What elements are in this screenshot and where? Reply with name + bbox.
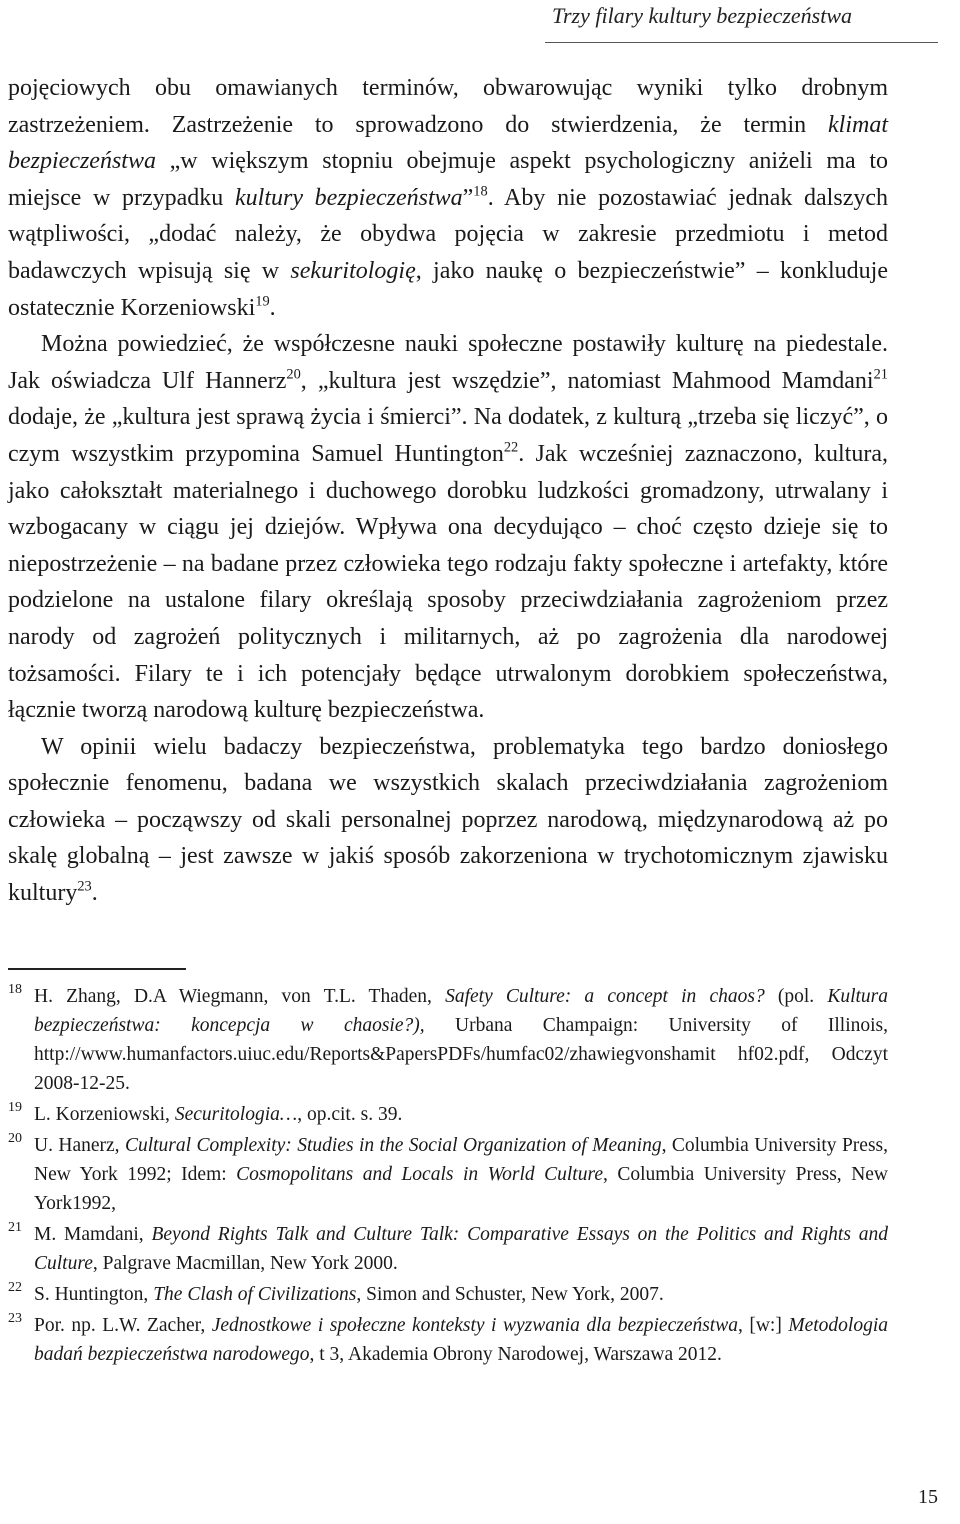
italic-title: Metodologia badań bezpieczeństwa narodowego — [34, 1315, 888, 1365]
footnote-ref: 18 — [473, 183, 488, 200]
page-header — [0, 0, 960, 60]
paragraph-3 — [8, 729, 888, 912]
text-run: , Columbia University Press, New York 1992; Idem: — [34, 1135, 888, 1185]
footnote-22 — [8, 1280, 888, 1309]
main-text — [8, 70, 888, 912]
footnotes — [8, 982, 888, 1371]
text-run: „w większym stopniu obejmuje aspekt psychologiczny aniżeli ma to miejsce w przypadku — [8, 148, 888, 211]
text-run: , jako naukę o bezpieczeństwie” ‒ konkluduje ostatecznie Korzeniowski — [8, 257, 888, 321]
text-run: Można powiedzieć, że współczesne nauki społeczne postawiły kulturę na piedestale. Jak oświadcza Ulf Hannerz — [8, 331, 888, 394]
footnote-ref: 22 — [503, 439, 519, 456]
italic-title: The Clash of Civilizations — [153, 1284, 357, 1305]
footnote-23 — [8, 1311, 888, 1369]
italic-title: Cultural Complexity: Studies in the Social Organization of Meaning — [124, 1135, 662, 1156]
paragraph-1 — [8, 70, 888, 326]
italic-title: Cosmopolitans and Locals in World Culture — [236, 1164, 603, 1185]
text-run: , [w:] — [738, 1315, 789, 1336]
footnote-18 — [8, 982, 888, 1098]
paragraph-2 — [8, 326, 888, 729]
footnote-20 — [8, 1131, 888, 1218]
footnote-number: 23 — [8, 1311, 22, 1326]
text-run: , t 3, Akademia Obrony Narodowej, Warszawa 2012. — [309, 1344, 722, 1365]
text-run: H. Zhang, D.A Wiegmann, von T.L. Thaden, — [34, 986, 446, 1007]
text-run: , Palgrave Macmillan, New York 2000. — [92, 1253, 398, 1274]
text-run: , Columbia University Press, New York1992, — [34, 1164, 889, 1214]
footnote-ref: 23 — [77, 878, 92, 895]
text-run: M. Mamdani, — [34, 1224, 152, 1245]
text-run: dodaje, że „kultura jest sprawą życia i śmierci”. Na dodatek, z kulturą „trzeba się liczyć”, o czym wszystkim przypomina Samuel Huntington — [8, 404, 888, 467]
text-run: Por. np. L.W. Zacher, — [34, 1315, 212, 1336]
italic-title: Safety Culture: a concept in chaos? — [445, 986, 765, 1007]
italic-title: Jednostkowe i społeczne konteksty i wyzwania dla bezpieczeństwa — [211, 1315, 738, 1336]
text-run: , op.cit. s. 39. — [297, 1104, 403, 1125]
footnote-ref: 20 — [286, 366, 301, 383]
text-run: S. Huntington, — [34, 1284, 154, 1305]
footnote-19 — [8, 1100, 888, 1129]
footnote-ref: 21 — [873, 366, 888, 383]
running-title: Trzy filary kultury bezpieczeństwa — [551, 3, 852, 28]
italic-term: sekuritologię — [290, 257, 416, 284]
italic-title: Beyond Rights Talk and Culture Talk: Comparative Essays on the Politics and Rights and Culture — [34, 1224, 889, 1274]
footnote-ref: 19 — [255, 293, 270, 310]
text-run: pojęciowych obu omawianych terminów, obwarowując wyniki tylko drobnym zastrzeżeniem. Zastrzeżenie to sprowadzono do stwierdzenia, że termin — [8, 75, 888, 138]
text-run: , Simon and Schuster, New York, 2007. — [356, 1284, 664, 1305]
header-rule — [545, 42, 938, 43]
footnote-number: 20 — [8, 1131, 22, 1146]
footnote-21 — [8, 1220, 888, 1278]
text-run: ” — [462, 184, 474, 211]
footnote-number: 22 — [8, 1280, 22, 1295]
text-run: L. Korzeniowski, — [34, 1104, 175, 1125]
text-run: . Jak wcześniej zaznaczono, kultura, jako całokształt materialnego i duchowego dorobku ludzkości gromadzony, utrwalany i wzbogacany w ciągu jej dziejów. Wpływa ona decydująco ‒ choć często dzieje się to niepostrzeżenie ‒ na badane przez człowieka tego rodzaju fakty społeczne i artefakty, które podzielone na ustalone filary określają sposoby przeciwdziałania zagrożeniom przez narody od zagrożeń politycznych i militarnych, aż po zagrożenia dla narodowej tożsamości. Filary te i ich potencjały będące utrwalonym dorobkiem społeczeństwa, łącznie tworzą narodową kulturę bezpieczeństwa. — [8, 440, 888, 724]
page-number: 15 — [918, 1486, 938, 1508]
text-run: . Aby nie pozostawiać jednak dalszych wątpliwości, „dodać należy, że obydwa pojęcia w zakresie przedmiotu i metod badawczych wpisują się w — [8, 184, 888, 284]
footnote-number: 19 — [8, 1100, 22, 1115]
text-run: W opinii wielu badaczy bezpieczeństwa, problematyka tego bardzo doniosłego społecznie fenomenu, badana we wszystkich skalach przeciwdziałania zagrożeniom człowieka ‒ począwszy od skali personalnej poprzez narodową, międzynarodową aż po skalę globalną ‒ jest zawsze w jakiś sposób zakorzeniona w trychotomicznym zjawisku kultury — [8, 733, 888, 907]
text-run: , „kultura jest wszędzie”, natomiast Mahmood Mamdani — [300, 367, 874, 394]
italic-term: klimat bezpieczeństwa — [8, 111, 888, 175]
footnote-rule — [8, 968, 186, 970]
footnote-number: 21 — [8, 1220, 22, 1235]
text-run: U. Hanerz, — [34, 1135, 125, 1156]
italic-term: kultury bezpieczeństwa — [235, 184, 463, 211]
text-run: Urbana Champaign: University of Illinois, http://www.humanfactors.uiuc.edu/Reports&PapersPDFs/humfac02/zhawiegvonshamit hf02.pdf, Odczyt 2008-12-25. — [34, 1015, 889, 1094]
footnote-number: 18 — [8, 982, 22, 997]
text-run: . — [91, 880, 98, 907]
italic-title: Kultura bezpieczeństwa: koncepcja w chaosie?), — [34, 986, 889, 1036]
text-run: (pol. — [764, 986, 828, 1007]
italic-title: Securitologia… — [174, 1104, 298, 1125]
text-run: . — [269, 294, 276, 321]
